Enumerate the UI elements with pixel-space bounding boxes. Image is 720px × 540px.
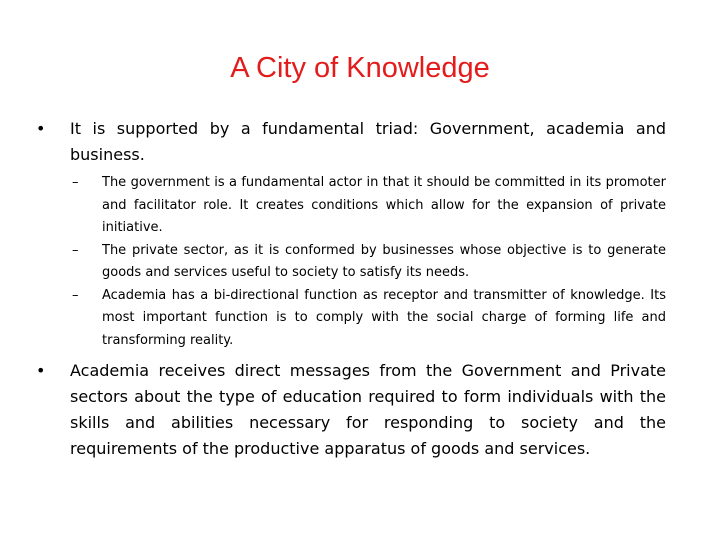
bullet-icon: • bbox=[36, 119, 46, 138]
dash-icon: – bbox=[72, 242, 79, 258]
bullet-item-academia-messages bbox=[36, 358, 666, 462]
dash-icon: – bbox=[72, 287, 79, 303]
bullet-text: Academia receives direct messages from the Government and Private sectors about the type of education required to form individuals with the skills and abilities necessary for responding to society and the requirements of the productive apparatus of goods and services. bbox=[70, 361, 666, 458]
sub-bullet-list bbox=[72, 172, 666, 352]
sub-bullet-item-academia bbox=[72, 285, 666, 353]
bullet-icon: • bbox=[36, 361, 46, 380]
sub-bullet-item-private-sector bbox=[72, 240, 666, 285]
sub-bullet-text: The government is a fundamental actor in that it should be committed in its promoter and facilitator role. It creates conditions which allow for the expansion of private initiative. bbox=[102, 175, 666, 235]
bullet-item-triad bbox=[36, 116, 666, 168]
sub-bullet-text: Academia has a bi-directional function as receptor and transmitter of knowledge. Its most important function is to comply with the social charge of forming life and transforming reality. bbox=[102, 287, 666, 348]
slide-title: A City of Knowledge bbox=[230, 52, 490, 84]
bullet-text: It is supported by a fundamental triad: Government, academia and business. bbox=[70, 119, 666, 164]
sub-bullet-item-government bbox=[72, 172, 666, 240]
dash-icon: – bbox=[72, 175, 79, 190]
sub-bullet-text: The private sector, as it is conformed by businesses whose objective is to generate goods and services useful to society to satisfy its needs. bbox=[102, 242, 666, 280]
